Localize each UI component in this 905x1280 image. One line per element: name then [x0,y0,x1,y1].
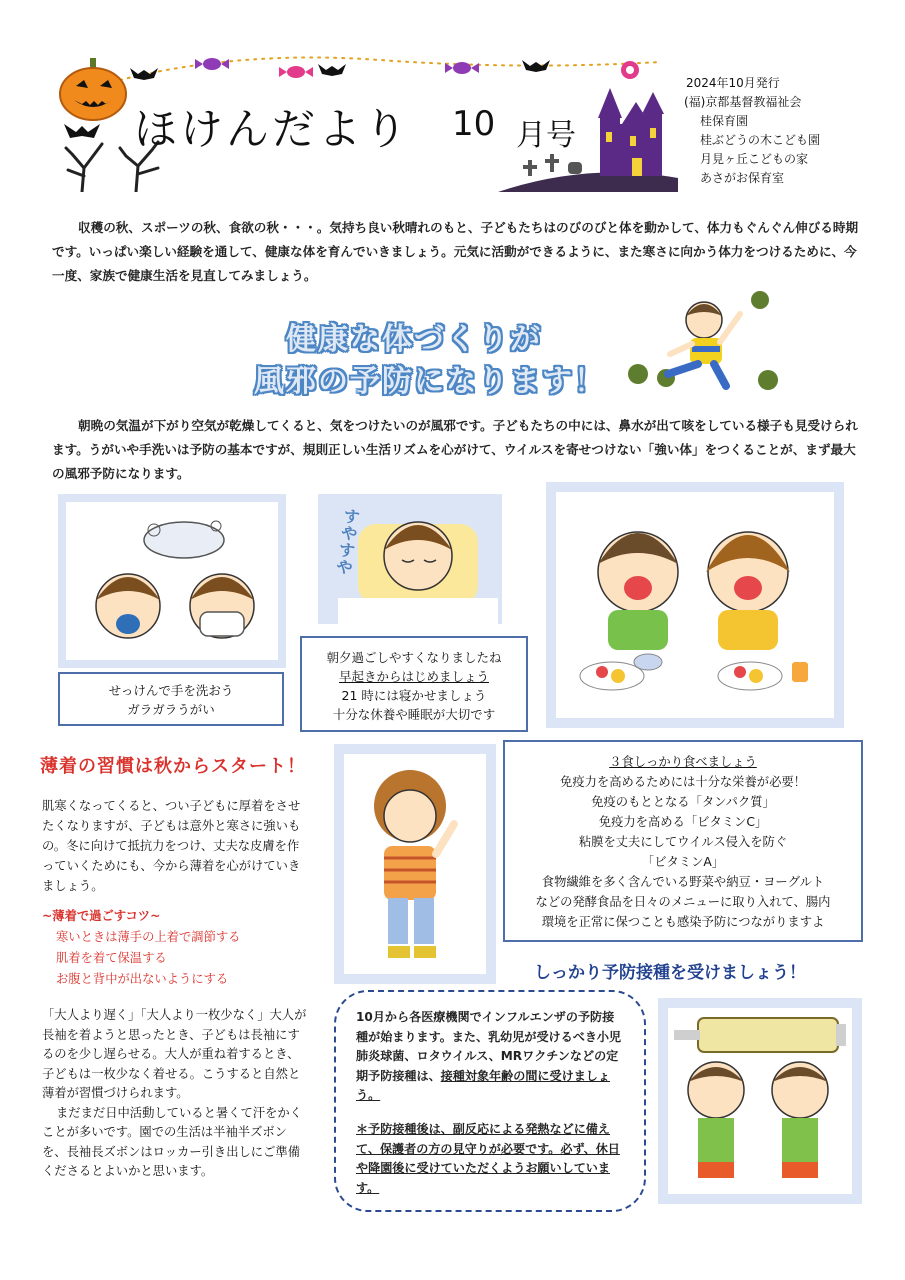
handwashing-illustration-panel [58,494,286,668]
caption-line: 21 時には寝かせましょう [341,688,487,703]
sleep-sound-text: すやすや [335,506,361,578]
publish-date: 2024年10月発行 [686,76,780,90]
eating-children-illustration-panel [546,482,844,728]
later-clothing-text-2: まだまだ日中活動していると暑くて汗をかくことが多いです。園での生活は半袖半ズボンを、長袖長ズボンはロッカー引き出しにご準備くださるとよいかと思います。 [42,1105,302,1178]
vaccination-text-part2: 接種対象年齢の間に受けましょう。 [356,1068,610,1102]
boy-in-light-clothes-illustration [344,754,486,974]
later-clothing-paragraph [42,1006,310,1182]
tip-item: 寒いときは薄手の上着で調節する [56,930,241,944]
vaccination-paragraph [356,1008,626,1106]
nutrition-line: などの発酵食品を日々のメニューに取り入れて、腸内 [535,895,831,909]
later-clothing-text-1: 「大人より遅く」「大人より一枚少なく」大人が長袖を着ようと思ったとき、子どもは長袖にするのを少し遅らせる。大人が重ね着するとき、子どもは一枚少なく着せる。こうすると自然と薄着が習慣づけられます。 [42,1008,307,1100]
tip-item: 肌着を着て保温する [56,951,167,965]
headline-line-1: 健康な体づくりが [286,322,542,357]
organization-name: (福)京都基督教福祉会 [684,95,802,109]
nutrition-line: 「ビタミンA」 [641,855,725,869]
nutrition-line: 免疫のもととなる「タンパク質」 [591,795,775,809]
bat-icon [318,64,346,76]
vaccine-syringe-illustration [668,1008,852,1194]
nutrition-line: 免疫力を高めるためには十分な栄養が必要！ [560,775,806,789]
caption-line: 早起きからはじめましょう [338,669,489,684]
children-eating-illustration [556,492,834,718]
newsletter-title: ほけんだより [134,105,410,155]
nutrition-line: 免疫力を高める「ビタミンC」 [598,815,768,829]
caption-line: 朝夕過ごしやすくなりましたね [326,650,502,665]
intro-paragraph: 収穫の秋、スポーツの秋、食欲の秋・・・。気持ち良い秋晴れのもと、子どもたちはのびのびと体を動かして、体力もぐんぐん伸びる時期です。いっぱい楽しい経験を通して、健康な体を育んでいきましょう。元気に活動ができるように、また寒さに向かう体力をつけるために、今一度、家族で健康生活を見直してみましょう。 [52,220,859,283]
nursery-name: 桂ぶどうの木こども園 [700,133,821,147]
vaccination-note: ＊予防接種後は、副反応による発熱などに備えて、保護者の方の見守りが必要です。必ず、休日や降園後に受けていただくようお願いしています。 [356,1122,620,1195]
tips-title: ~薄着で過ごすコツ~ [42,909,161,923]
caption-line: ガラガラうがい [127,702,215,717]
jack-o-lantern-icon [58,56,128,122]
issue-number: 10 [452,104,496,144]
nutrition-line: 食物繊維を多く含んでいる野菜や納豆・ヨーグルト [541,875,825,889]
candy-icon [445,62,479,74]
handwashing-gargling-illustration [66,502,278,660]
boy-illustration-panel [334,744,496,984]
bat-icon [130,68,158,80]
sleep-caption-box [300,636,528,732]
nursery-name: あさがお保育室 [700,171,785,185]
light-clothing-paragraph: 肌寒くなってくると、つい子どもに厚着をさせたくなりますが、子どもは意外と寒さに強いもの。冬に向けて抵抗力をつけ、丈夫な皮膚を作っていくためにも、今から薄着を心がけていきましょう。 [42,799,301,893]
nursery-name: 月見ヶ丘こどもの家 [700,152,809,166]
candy-icon [195,58,229,70]
caption-line: 十分な休養や睡眠が大切です [332,707,496,722]
nutrition-line: 粘膜を丈夫にしてウイルス侵入を防ぐ [578,835,788,849]
cold-prevention-paragraph: 朝晩の気温が下がり空気が乾燥してくると、気をつけたいのが風邪です。子どもたちの中には、鼻水が出て咳をしている様子も見受けられます。うがいや手洗いは予防の基本ですが、規則正しい生活リズムを心がけて、ウイルスを寄せつけない「強い体」をつくることが、まず最大の風邪予防になります。 [52,418,858,481]
bat-icon [522,60,550,72]
nutrition-box [503,740,863,942]
bat-icon [62,120,106,140]
vaccination-heading: しっかり予防接種を受けましょう！ [534,963,806,983]
nursery-name: 桂保育園 [700,114,749,128]
candy-icon [621,61,639,79]
nutrition-title: ３食しっかり食べましょう [609,755,757,769]
tip-item: お腹と背中が出ないようにする [56,972,229,986]
caption-line: せっけんで手を洗おう [108,683,234,698]
headline-line-2: 風邪の予防になります！ [254,364,606,399]
light-clothing-heading: 薄着の習慣は秋からスタート！ [40,756,306,777]
issue-suffix: 月号 [516,118,576,153]
vaccination-illustration-panel [658,998,862,1204]
candy-icon [279,66,313,78]
boy-kicking-germs-illustration [620,286,788,396]
handwashing-caption-box [58,672,284,726]
vaccination-text-part1: 10月から各医療機関でインフルエンザの予防接種が始まります。また、乳幼児が受けるべき小児肺炎球菌、ロタウイルス、MRワクチンなどの定期予防接種は、 [356,1010,622,1083]
sleeping-child-illustration-panel [318,494,502,624]
nutrition-line: 環境を正常に保つことも感染予防につながりますよ [541,915,825,929]
